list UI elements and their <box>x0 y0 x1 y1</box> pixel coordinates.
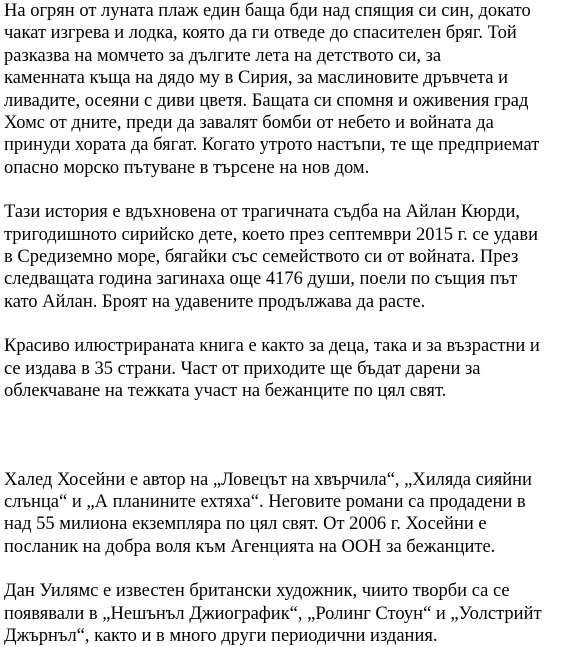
text-line: разказва на момчето за дългите лета на детството си, за <box>4 45 442 66</box>
text-line: в Средиземно море, бягайки със семейството си от войната. През <box>4 247 519 268</box>
text-line: следващата година загинаха още 4176 души, поели по същия път <box>4 269 518 290</box>
paragraph-spacer <box>4 313 576 335</box>
text-line: ливадите, осеяни с диви цветя. Бащата си спомня и оживения град <box>4 90 529 111</box>
text-line: тригодишното сирийско дете, което през септември 2015 г. се удави <box>4 224 538 245</box>
text-line: се издава в 35 страни. Част от приходите ще бъдат дарени за <box>4 358 481 379</box>
text-line: На огрян от луната плаж един баща бди над спящия си син, докато <box>4 1 531 21</box>
paragraph-spacer <box>4 179 576 201</box>
text-line: опасно морско пътуване в търсене на нов дом. <box>4 157 370 178</box>
text-line: Красиво илюстрираната книга е както за деца, така и за възрастни и <box>4 336 540 357</box>
paragraph-inspiration <box>4 201 576 313</box>
paragraph-story <box>4 0 576 179</box>
paragraph-publication <box>4 335 576 402</box>
text-line: посланик на добра воля към Агенцията на ООН за бежанците. <box>4 536 496 557</box>
paragraph-illustrator-bio <box>4 580 576 647</box>
text-line: като Айлан. Броят на удавените продължава да расте. <box>4 291 426 312</box>
text-line: принуди хората да бягат. Когато утрото настъпи, те ще предприемат <box>4 135 540 156</box>
text-line: Хомс от дните, преди да завалят бомби от небето и войната да <box>4 113 494 134</box>
text-line: появявали в „Нешънъл Джиографик“, „Ролинг Стоун“ и „Уолстрийт <box>4 603 542 624</box>
text-line: чакат изгрева и лодка, която да ги отведе до спасителен бряг. Той <box>4 23 517 44</box>
text-line: Тази история е вдъхновена от трагичната съдба на Айлан Кюрди, <box>4 202 521 223</box>
paragraph-spacer <box>4 558 576 580</box>
paragraph-author-bio <box>4 469 576 559</box>
text-line: слънца“ и „А планините ехтяха“. Неговите романи са продадени в <box>4 491 526 512</box>
section-spacer <box>4 403 576 469</box>
document-body <box>4 0 576 647</box>
text-line: над 55 милиона екземпляра по цял свят. От 2006 г. Хосейни е <box>4 514 487 535</box>
text-line: Джърнъл“, както и в много други периодични издания. <box>4 625 438 646</box>
text-line: Дан Уилямс е известен британски художник, чиито творби са се <box>4 581 510 602</box>
text-line: каменната къща на дядо му в Сирия, за маслиновите дръвчета и <box>4 68 508 89</box>
text-line: облекчаване на тежката участ на бежанците по цял свят. <box>4 381 447 402</box>
text-line: Халед Хосейни е автор на „Ловецът на хвърчила“, „Хиляда сияйни <box>4 469 532 490</box>
